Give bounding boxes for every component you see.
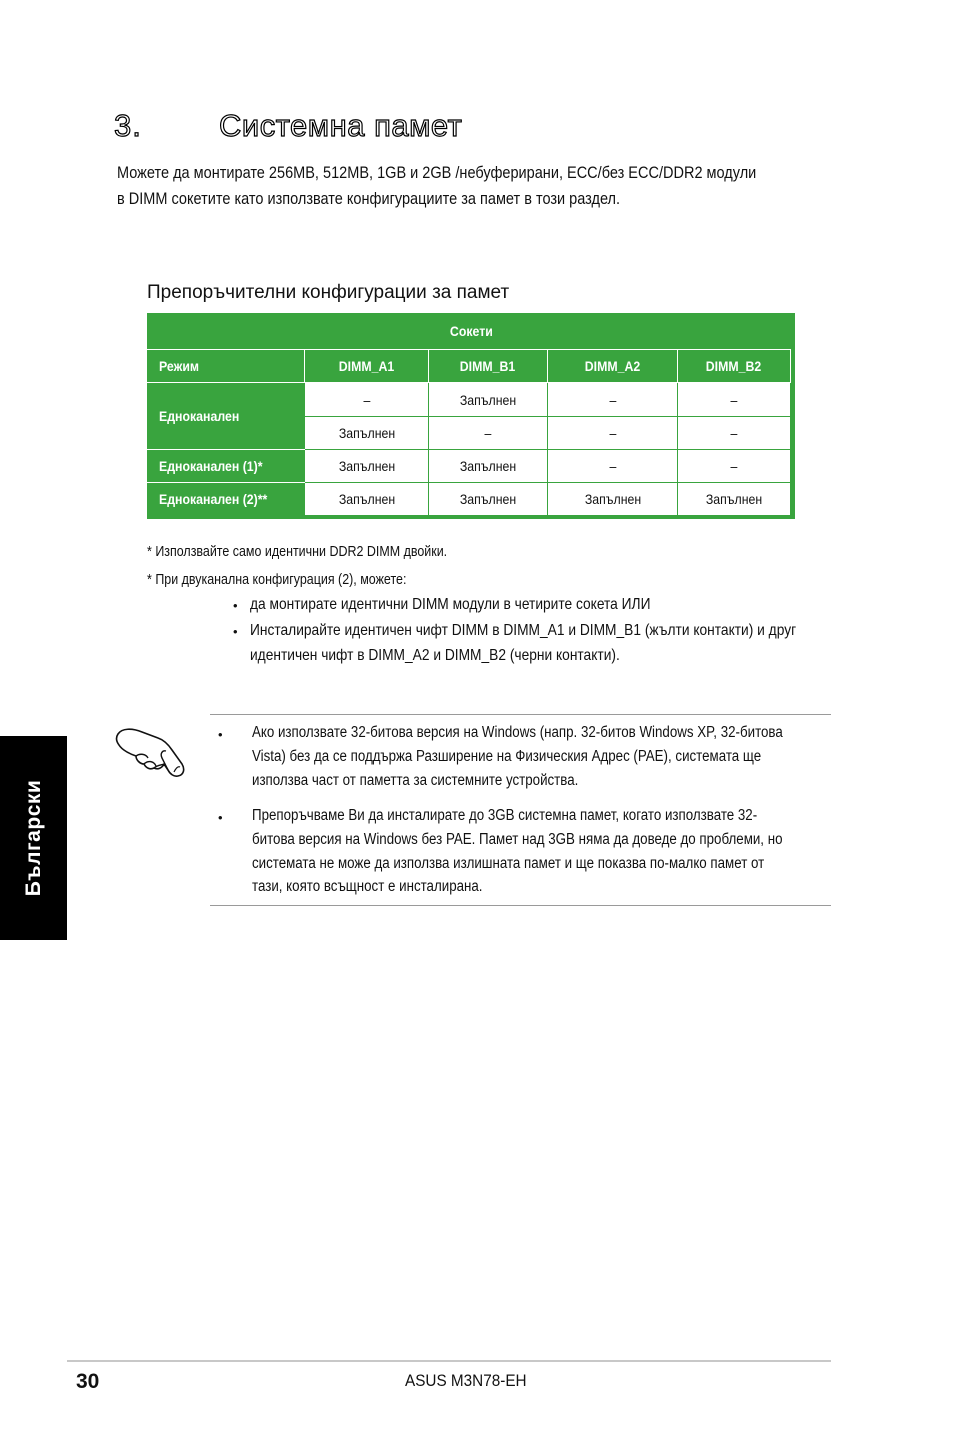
- table-cell: Запълнен: [305, 450, 428, 482]
- memory-config-table: [147, 313, 795, 519]
- table-divider: [147, 349, 790, 350]
- table-divider: [547, 350, 548, 382]
- bullet-text-2-line-2: идентичен чифт в DIMM_A2 и DIMM_B2 (черни контакти).: [250, 647, 620, 664]
- note-dual-channel: * При двуканална конфигурация (2), можете:: [147, 572, 407, 588]
- socket-header-dimm-a1: DIMM_A1: [338, 358, 395, 374]
- table-cell: –: [548, 417, 677, 449]
- bullet: •: [218, 810, 223, 825]
- socket-header-dimm-a2: DIMM_A2: [584, 358, 641, 374]
- callout-top-rule: [210, 714, 831, 715]
- note-ddr2-pairs: * Използвайте само идентични DDR2 DIMM двойки.: [147, 544, 448, 560]
- mode-label-single-channel-2: Едноканален (2)**: [159, 491, 268, 507]
- callout-item-1-line-3: използва част от паметта за системните устройства.: [252, 772, 579, 789]
- callout-item-1-line-2: Vista) без да се поддържа Разширение на Физическия Адрес (PAE), системата ще: [252, 748, 762, 765]
- table-cell: –: [429, 417, 547, 449]
- table-divider: [428, 350, 429, 382]
- table-cell: Запълнен: [548, 483, 677, 515]
- table-cell: –: [678, 417, 790, 449]
- table-cell: –: [678, 450, 790, 482]
- language-tab-label: Български: [21, 779, 45, 897]
- footer-rule: [67, 1360, 831, 1362]
- table-cell: Запълнен: [429, 450, 547, 482]
- table-divider: [147, 382, 790, 383]
- callout-item-1-line-1: Ако използвате 32-битова версия на Windows (напр. 32-битов Windows XP, 32-битова: [252, 724, 783, 741]
- callout-item-2-line-4: тази, която всъщност е инсталирана.: [252, 878, 483, 895]
- callout-item-2-line-2: битова версия на Windows без PAE. Памет над 3GB няма да доведе до проблеми, но: [252, 831, 783, 848]
- callout-bottom-rule: [210, 905, 831, 906]
- section-title: Системна памет: [219, 108, 463, 143]
- mode-label-single-channel-1: Едноканален (1)*: [159, 458, 263, 474]
- bullet: •: [233, 624, 238, 639]
- table-cell: Запълнен: [429, 383, 547, 416]
- section-number: 3.: [114, 108, 142, 143]
- callout-item-2-line-3: системата не може да използва излишната памет и ще показва по-малко памет от: [252, 855, 765, 872]
- table-divider: [790, 349, 791, 383]
- intro-line-2: в DIMM сокетите като използвате конфигурациите за памет в този раздел.: [117, 190, 621, 208]
- hand-note-icon: [112, 720, 188, 782]
- table-divider: [147, 449, 305, 450]
- footer-model: ASUS M3N78-EH: [405, 1371, 527, 1390]
- table-cell: –: [305, 383, 428, 416]
- socket-header-dimm-b1: DIMM_B1: [460, 358, 516, 374]
- table-cell: Запълнен: [305, 417, 428, 449]
- callout-item-2-line-1: Препоръчваме Ви да инсталирате до 3GB системна памет, когато използвате 32-: [252, 807, 758, 824]
- intro-line-1: Можете да монтирате 256MB, 512MB, 1GB и 2GB /небуферирани, ECC/без ECC/DDR2 модули: [117, 164, 757, 182]
- table-cell: –: [678, 383, 790, 416]
- mode-label-single-channel: Едноканален: [159, 408, 240, 424]
- table-cell: –: [548, 383, 677, 416]
- table-cell: Запълнен: [429, 483, 547, 515]
- socket-header-dimm-b2: DIMM_B2: [706, 358, 762, 374]
- table-divider: [304, 350, 305, 382]
- table-cell: Запълнен: [678, 483, 790, 515]
- table-divider: [147, 482, 305, 483]
- table-title: Препоръчителни конфигурации за памет: [147, 282, 510, 303]
- bullet: •: [218, 727, 223, 742]
- table-cell: Запълнен: [305, 483, 428, 515]
- bullet: •: [233, 598, 238, 613]
- table-divider: [677, 350, 678, 382]
- page-number: 30: [76, 1370, 100, 1393]
- table-cell: –: [548, 450, 677, 482]
- sockets-group-header: Сокети: [449, 323, 493, 339]
- bullet-text-1: да монтирате идентични DIMM модули в четирите сокета ИЛИ: [250, 596, 651, 613]
- intro-paragraph: [117, 160, 757, 212]
- bullet-text-2-line-1: Инсталирайте идентичен чифт DIMM в DIMM_A1 и DIMM_B1 (жълти контакти) и друг: [250, 622, 797, 639]
- language-tab: [0, 736, 67, 940]
- mode-header: Режим: [159, 358, 200, 374]
